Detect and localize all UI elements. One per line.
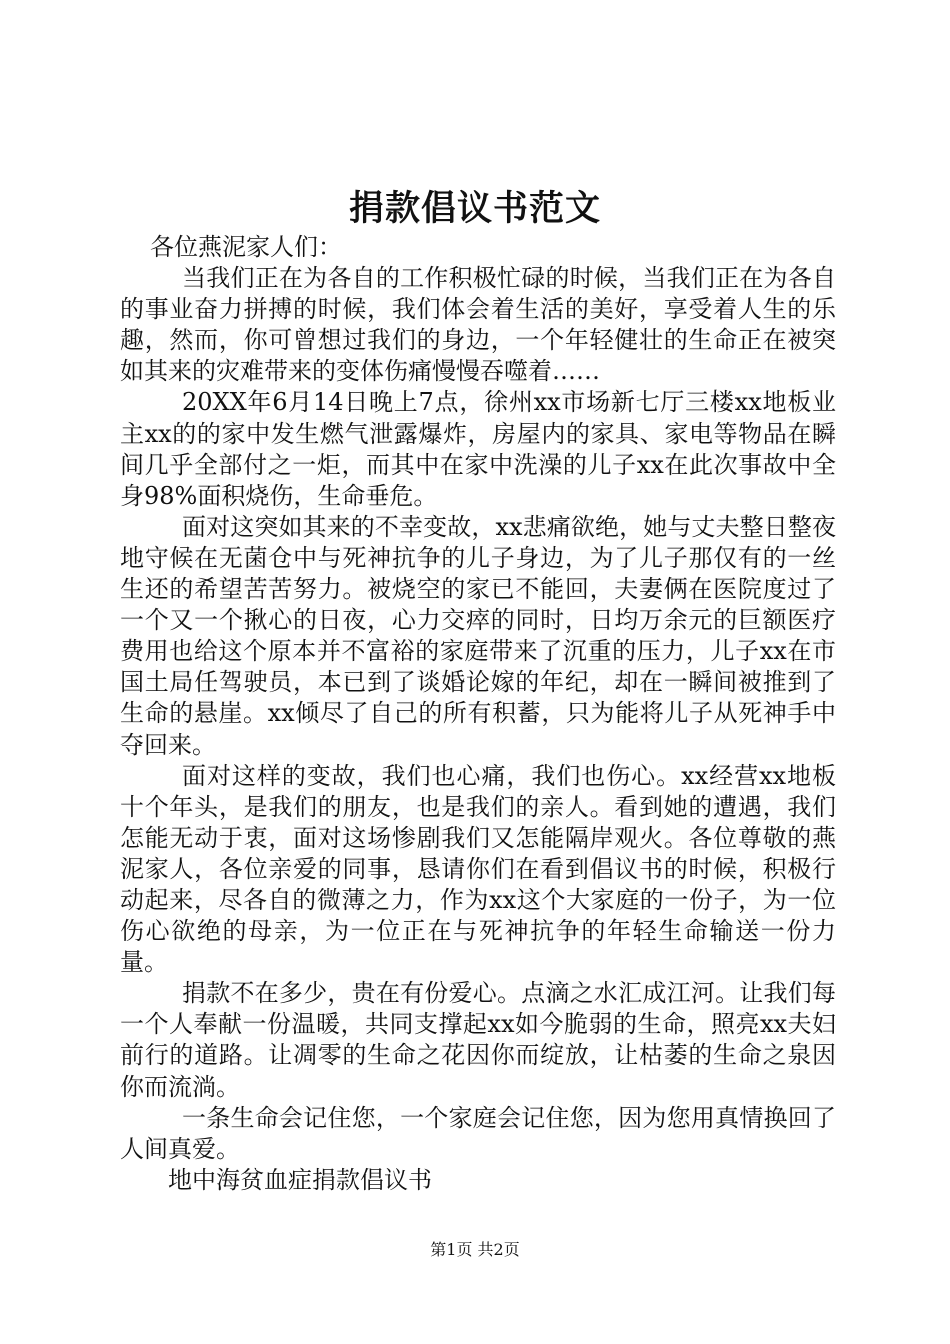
paragraph-2: 20XX年6月14日晚上7点，徐州xx市场新七厅三楼xx地板业主xx的的家中发生燃气泄露爆炸，房屋内的家具、家电等物品在瞬间几乎全部付之一炬，而其中在家中洗澡的儿子xx在此次事故中全身98%面积烧伤，生命垂危。 — [120, 388, 836, 510]
paragraph-5: 捐款不在多少，贵在有份爱心。点滴之水汇成江河。让我们每一个人奉献一份温暖，共同支撑起xx如今脆弱的生命，照亮xx夫妇前行的道路。让凋零的生命之花因你而绽放，让枯萎的生命之泉因你而流淌。 — [120, 979, 836, 1101]
salutation: 各位燕泥家人们： — [150, 233, 342, 261]
paragraph-1: 当我们正在为各自的工作积极忙碌的时候，当我们正在为各自的事业奋力拼搏的时候，我们体会着生活的美好，享受着人生的乐趣，然而，你可曾想过我们的身边，一个年轻健壮的生命正在被突如其来的灾难带来的变体伤痛慢慢吞噬着…… — [120, 264, 836, 386]
document-body — [120, 232, 836, 1196]
document-title: 捐款倡议书范文 — [348, 188, 601, 229]
paragraph-3: 面对这突如其来的不幸变故，xx悲痛欲绝，她与丈夫整日整夜地守候在无菌仓中与死神抗争的儿子身边，为了儿子那仅有的一丝生还的希望苦苦努力。被烧空的家已不能回，夫妻俩在医院度过了一个又一个揪心的日夜，心力交瘁的同时，日均万余元的巨额医疗费用也给这个原本并不富裕的家庭带来了沉重的压力，儿子xx在市国土局任驾驶员，本已到了谈婚论嫁的年纪，却在一瞬间被推到了生命的悬崖。xx倾尽了自己的所有积蓄，只为能将儿子从死神手中夺回来。 — [120, 512, 836, 759]
page-number-footer: 第1页 共2页 — [430, 1240, 520, 1259]
paragraph-6: 一条生命会记住您，一个家庭会记住您，因为您用真情换回了人间真爱。 — [120, 1103, 836, 1163]
closing-line: 地中海贫血症捐款倡议书 — [168, 1165, 432, 1194]
paragraph-4: 面对这样的变故，我们也心痛，我们也伤心。xx经营xx地板十个年头，是我们的朋友，也是我们的亲人。看到她的遭遇，我们怎能无动于衷，面对这场惨剧我们又怎能隔岸观火。各位尊敬的燕泥家人，各位亲爱的同事，恳请你们在看到倡议书的时候，积极行动起来，尽各自的微薄之力，作为xx这个大家庭的一份子，为一位伤心欲绝的母亲，为一位正在与死神抗争的年轻生命输送一份力量。 — [120, 761, 836, 977]
